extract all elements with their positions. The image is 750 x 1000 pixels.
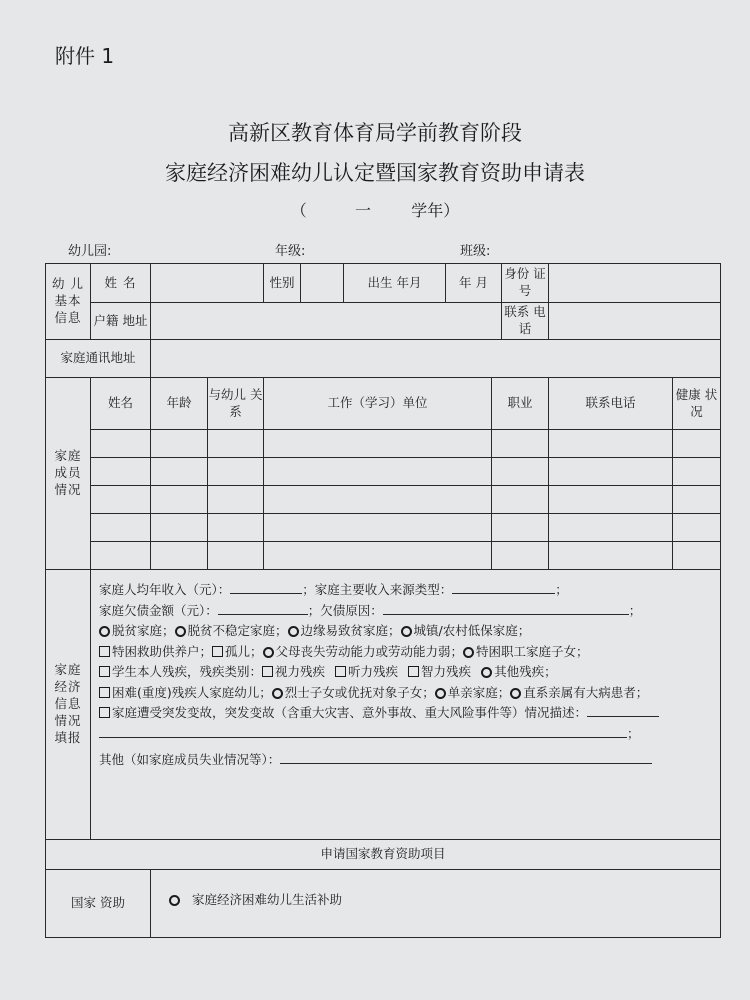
family-col-workplace: 工作（学习）单位 xyxy=(264,378,492,430)
econ-section: 家庭 经济 信息 情况 填报 xyxy=(46,570,91,840)
options-line-3 xyxy=(99,662,712,683)
income-source-label: ；家庭主要收入来源类型： xyxy=(302,582,453,597)
debt-reason-input[interactable] xyxy=(383,601,629,615)
checkbox-icon xyxy=(408,666,419,677)
school-year xyxy=(0,198,750,221)
family-col-relation: 与幼儿 关系 xyxy=(208,378,264,430)
income-input[interactable] xyxy=(230,580,302,594)
family-row[interactable] xyxy=(46,542,721,570)
sudden-change-input[interactable] xyxy=(587,703,659,717)
radio-selected-icon xyxy=(481,667,492,678)
application-form xyxy=(45,263,721,938)
aid-label: 国家 资助 xyxy=(46,870,151,938)
phone-label: 联系 电话 xyxy=(502,303,549,340)
family-col-name: 姓名 xyxy=(91,378,151,430)
family-col-phone: 联系电话 xyxy=(549,378,673,430)
id-input[interactable] xyxy=(549,264,721,303)
birth-input[interactable]: 年 月 xyxy=(446,264,502,303)
radio-selected-icon xyxy=(510,688,521,699)
id-label: 身份 证号 xyxy=(502,264,549,303)
other-line xyxy=(99,750,712,771)
basic-info-section: 幼 儿 基本 信息 xyxy=(46,264,91,340)
aid-item-label: 家庭经济困难幼儿生活补助 xyxy=(191,892,342,907)
aid-item[interactable] xyxy=(151,870,721,938)
option-intellectual[interactable]: 智力残疾 xyxy=(408,664,471,679)
debt-input[interactable] xyxy=(218,601,308,615)
option-parents-disabled[interactable]: 父母丧失劳动能力或劳动能力弱； xyxy=(263,644,464,659)
option-disabled-family[interactable]: 困难(重度)残疾人家庭幼儿； xyxy=(99,685,272,700)
option-student-disabled[interactable]: 学生本人残疾，残疾类别： xyxy=(99,664,262,679)
econ-info-panel xyxy=(91,570,721,840)
checkbox-icon xyxy=(99,646,110,657)
income-source-input[interactable] xyxy=(452,580,555,594)
radio-selected-icon xyxy=(463,647,474,658)
checkbox-icon xyxy=(262,666,273,677)
school-year-open: （ xyxy=(290,201,307,220)
checkbox-icon xyxy=(99,687,110,698)
address-label: 家庭通讯地址 xyxy=(46,340,151,378)
family-col-health: 健康 状况 xyxy=(673,378,721,430)
checkbox-icon xyxy=(212,646,223,657)
checkbox-icon xyxy=(335,666,346,677)
grade-field[interactable]: 年级: xyxy=(275,244,306,259)
debt-line xyxy=(99,601,712,622)
family-col-occupation: 职业 xyxy=(492,378,549,430)
option-vision[interactable]: 视力残疾 xyxy=(262,664,325,679)
radio-selected-icon xyxy=(169,895,180,906)
checkbox-icon xyxy=(99,707,110,718)
birth-label: 出生 年月 xyxy=(344,264,446,303)
kindergarten-field[interactable]: 幼儿园: xyxy=(68,244,112,259)
gender-label: 性别 xyxy=(264,264,301,303)
checkbox-icon xyxy=(99,666,110,677)
options-line-4 xyxy=(99,683,712,704)
attachment-label: 附件 1 xyxy=(55,44,115,68)
sudden-change-semicolon: ； xyxy=(627,725,640,741)
income-line xyxy=(99,580,712,601)
apply-title: 申请国家教育资助项目 xyxy=(46,840,721,870)
radio-selected-icon xyxy=(99,626,110,637)
family-row[interactable] xyxy=(46,486,721,514)
family-row[interactable] xyxy=(46,430,721,458)
radio-selected-icon xyxy=(272,688,283,699)
option-martyr[interactable]: 烈士子女或优抚对象子女； xyxy=(272,685,435,700)
family-col-age: 年龄 xyxy=(151,378,208,430)
hukou-input[interactable] xyxy=(151,303,502,340)
debt-label: 家庭欠债金额（元）： xyxy=(99,602,218,618)
name-input[interactable] xyxy=(151,264,264,303)
income-semicolon: ； xyxy=(555,582,568,597)
option-hearing[interactable]: 听力残疾 xyxy=(335,664,398,679)
radio-selected-icon xyxy=(288,626,299,637)
option-sudden-change[interactable]: 家庭遭受突发变故，突发变故（含重大灾害、意外事故、重大风险事件等）情况描述： xyxy=(99,705,587,720)
radio-selected-icon xyxy=(175,626,186,637)
income-label: 家庭人均年收入（元）： xyxy=(99,582,231,597)
hukou-label: 户籍 地址 xyxy=(91,303,151,340)
option-orphan[interactable]: 孤儿； xyxy=(212,644,263,659)
radio-selected-icon xyxy=(401,626,412,637)
debt-semicolon: ； xyxy=(628,602,642,618)
school-year-dash: 一 xyxy=(354,201,371,220)
form-title-line1: 高新区教育体育局学前教育阶段 xyxy=(228,121,522,145)
option-serious-illness[interactable]: 直系亲属有大病患者； xyxy=(510,685,648,700)
family-row[interactable] xyxy=(46,514,721,542)
other-input[interactable] xyxy=(280,750,652,764)
form-title-line2: 家庭经济困难幼儿认定暨国家教育资助申请表 xyxy=(165,161,585,185)
family-row[interactable] xyxy=(46,458,721,486)
option-low-income[interactable]: 城镇/农村低保家庭； xyxy=(401,623,531,638)
options-line-2 xyxy=(99,642,712,663)
debt-reason-label: ；欠债原因： xyxy=(307,602,383,618)
radio-selected-icon xyxy=(263,647,274,658)
option-single-parent[interactable]: 单亲家庭； xyxy=(435,685,511,700)
option-marginal[interactable]: 边缘易致贫家庭； xyxy=(288,623,401,638)
options-line-5 xyxy=(99,703,712,724)
option-unstable[interactable]: 脱贫不稳定家庭； xyxy=(175,623,288,638)
sudden-change-input-2[interactable] xyxy=(99,724,627,738)
family-section: 家庭 成员 情况 xyxy=(46,378,91,570)
phone-input[interactable] xyxy=(549,303,721,340)
school-year-label: 学年） xyxy=(411,201,460,220)
other-label: 其他（如家庭成员失业情况等）： xyxy=(99,752,281,767)
sudden-change-line-2 xyxy=(99,724,712,745)
name-label: 姓 名 xyxy=(91,264,151,303)
option-special-support[interactable]: 特困救助供养户； xyxy=(99,644,212,659)
option-other-disability[interactable]: 其他残疾； xyxy=(481,664,557,679)
address-input[interactable] xyxy=(151,340,721,378)
radio-selected-icon xyxy=(435,688,446,699)
options-line-1 xyxy=(99,621,712,642)
gender-input[interactable] xyxy=(301,264,344,303)
option-special-worker[interactable]: 特困职工家庭子女； xyxy=(463,644,589,659)
option-poverty-alleviated[interactable]: 脱贫家庭； xyxy=(99,623,175,638)
class-field[interactable]: 班级: xyxy=(460,244,491,259)
